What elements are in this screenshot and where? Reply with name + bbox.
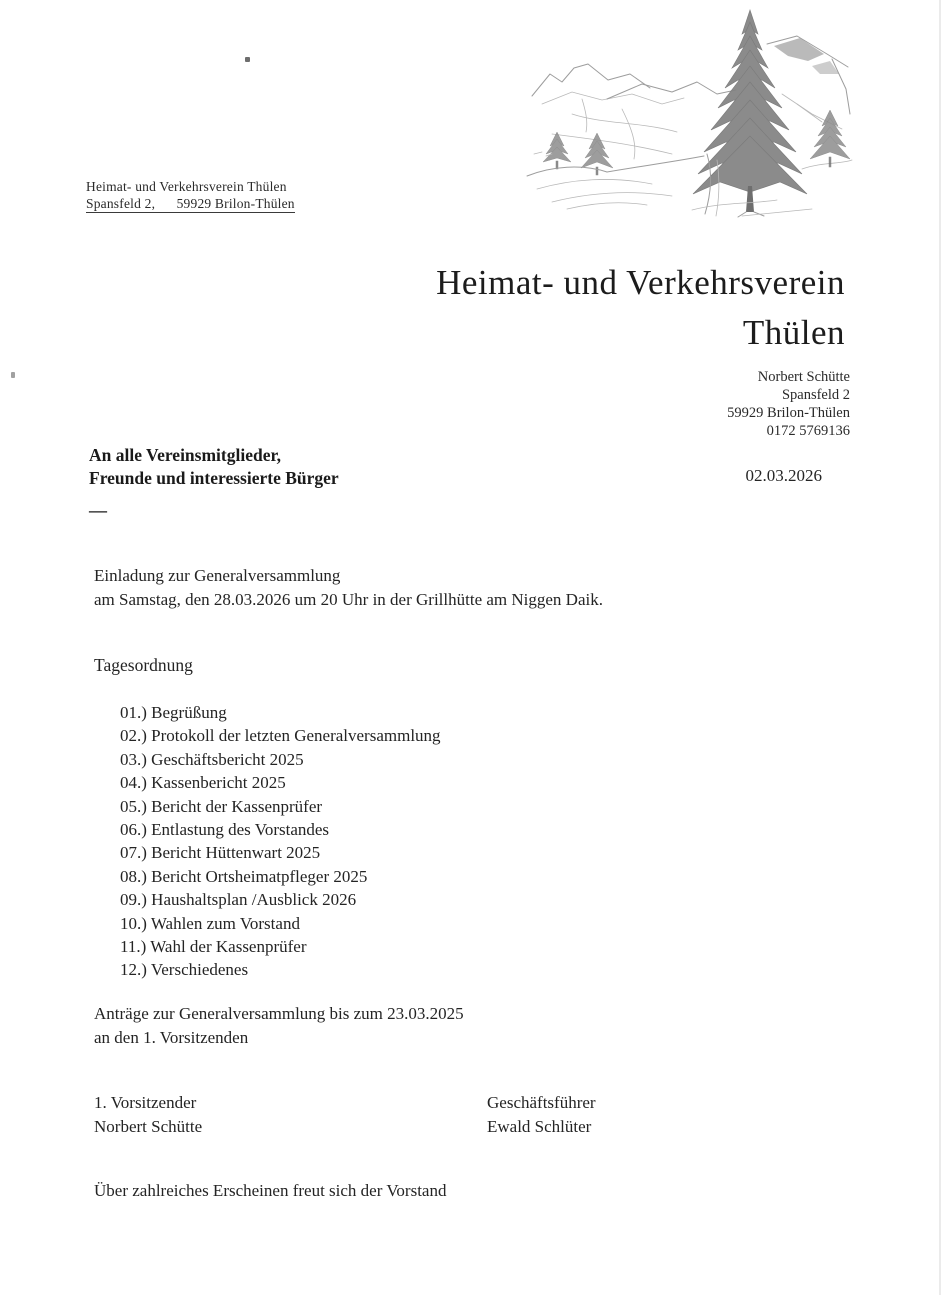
sender-street-line: Spansfeld 2, 59929 Brilon-Thülen	[86, 196, 295, 211]
agenda-item: 04.) Kassenbericht 2025	[120, 773, 286, 793]
recipient-dash: —	[89, 500, 107, 520]
contact-street: Spansfeld 2	[781, 387, 850, 403]
scan-edge-line	[939, 0, 941, 1295]
invitation-paragraph	[94, 564, 603, 611]
agenda-list	[120, 701, 441, 982]
contact-city: 59929 Brilon-Thülen	[727, 405, 850, 421]
scan-speck	[11, 372, 15, 378]
letter-title	[436, 258, 845, 358]
motions-line1: Anträge zur Generalversammlung bis zum 23.03.2025	[94, 1004, 464, 1023]
signature-left-role: 1. Vorsitzender	[94, 1093, 197, 1112]
agenda-item: 03.) Geschäftsbericht 2025	[120, 749, 304, 769]
sender-address-block	[86, 179, 295, 213]
agenda-item: 01.) Begrüßung	[120, 703, 227, 722]
agenda-item: 07.) Bericht Hüttenwart 2025	[120, 843, 321, 863]
contact-block	[727, 368, 850, 440]
agenda-item: 05.) Bericht der Kassenprüfer	[120, 796, 323, 816]
agenda-heading: Tagesordnung	[94, 655, 193, 675]
small-fir-trees	[543, 110, 850, 175]
contact-name: Norbert Schütte	[757, 369, 850, 385]
mountain-fir-illustration	[512, 4, 855, 220]
motions-line2: an den 1. Vorsitzenden	[94, 1027, 249, 1047]
agenda-item: 09.) Haushaltsplan /Ausblick 2026	[120, 890, 357, 910]
recipient-line2: Freunde und interessierte Bürger	[89, 468, 339, 488]
invitation-line1: Einladung zur Generalversammlung	[94, 566, 341, 585]
sender-org-line: Heimat- und Verkehrsverein Thülen	[86, 179, 287, 194]
contact-phone: 0172 5769136	[766, 423, 850, 439]
closing-line: Über zahlreiches Erscheinen freut sich der Vorstand	[94, 1181, 447, 1200]
motions-note	[94, 1002, 464, 1049]
agenda-item: 10.) Wahlen zum Vorstand	[120, 913, 300, 933]
agenda-item: 02.) Protokoll der letzten Generalversammlung	[120, 726, 441, 746]
agenda-item: 08.) Bericht Ortsheimatpfleger 2025	[120, 866, 368, 886]
title-line1: Heimat- und Verkehrsverein	[436, 263, 845, 302]
letter-date: 02.03.2026	[745, 466, 822, 485]
signature-right-name: Ewald Schlüter	[487, 1116, 592, 1136]
signature-right	[487, 1091, 596, 1138]
agenda-item: 12.) Verschiedenes	[120, 960, 249, 980]
title-line2: Thülen	[742, 313, 845, 352]
agenda-item: 11.) Wahl der Kassenprüfer	[120, 937, 307, 957]
invitation-line2: am Samstag, den 28.03.2026 um 20 Uhr in der Grillhütte am Niggen Daik.	[94, 589, 603, 609]
recipient-line1: An alle Vereinsmitglieder,	[89, 445, 282, 465]
signature-right-role: Geschäftsführer	[487, 1093, 596, 1112]
agenda-item: 06.) Entlastung des Vorstandes	[120, 820, 330, 840]
signature-left	[94, 1091, 202, 1138]
recipient-block	[89, 444, 339, 519]
scan-speck	[245, 57, 250, 62]
signature-left-name: Norbert Schütte	[94, 1116, 203, 1136]
